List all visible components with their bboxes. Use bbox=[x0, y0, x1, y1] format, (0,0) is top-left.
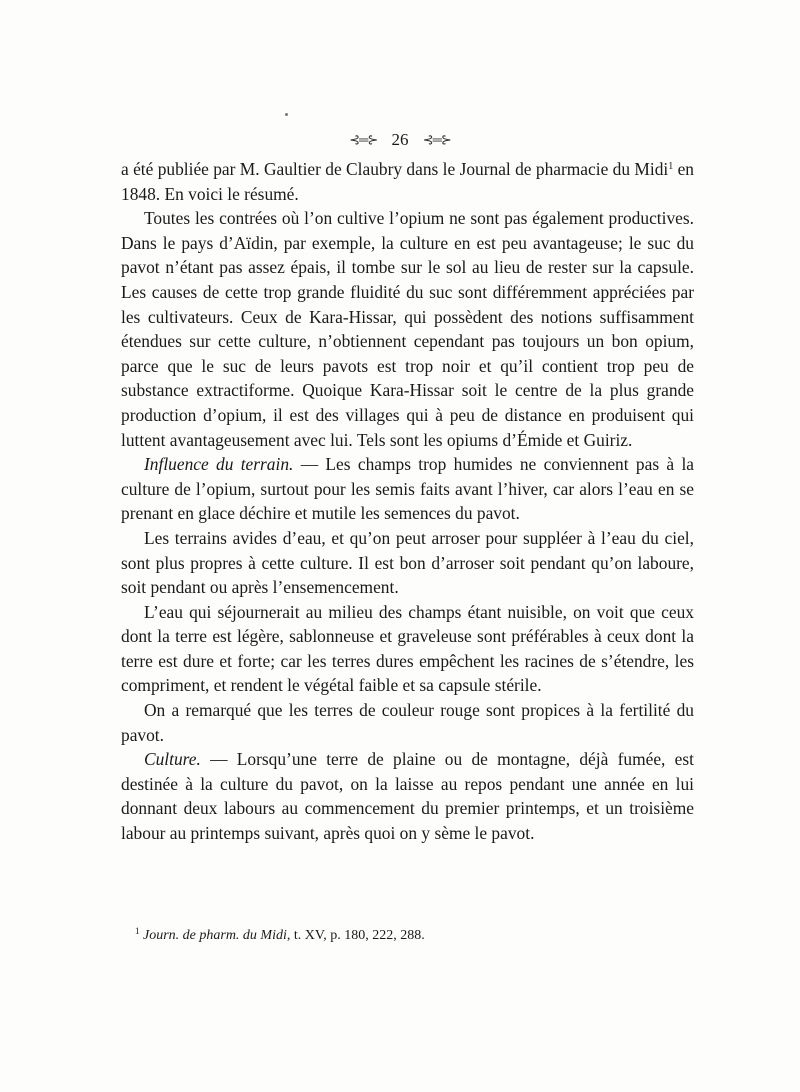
page-body bbox=[121, 157, 694, 846]
paragraph-continuation bbox=[121, 157, 694, 206]
paragraph-red-soil: On a remarqué que les terres de couleur rouge sont propices à la fertilité du pavot. bbox=[121, 700, 694, 745]
paragraph-irrigation: Les terrains avides d’eau, et qu’on peut arroser pour suppléer à l’eau du ciel, sont plus propres à cette culture. Il est bon d’arroser soit pendant qu’on laboure, soit pendant ou après l’ensemencement. bbox=[121, 527, 694, 598]
paragraph-terrain bbox=[121, 452, 694, 526]
footnote-source: Journ. de pharm. du Midi bbox=[143, 928, 287, 943]
footnote-details: , t. XV, p. 180, 222, 288. bbox=[286, 928, 425, 943]
paragraph-text: a été publiée par M. Gaultier de Claubry dans le Journal de pharmacie du Midi bbox=[121, 159, 669, 179]
section-heading-culture: Culture. bbox=[144, 749, 201, 770]
footnote-mark: 1 bbox=[135, 926, 140, 936]
ink-speck bbox=[285, 113, 288, 116]
paragraph-text: — Les champs trop humides ne conviennent pas à la culture de l’opium, surtout pour les semis faits avant l’hiver, car alors l’eau en se prenant en glace déchire et mutile les semences du pavot. bbox=[121, 454, 694, 524]
footnote-reference: 1 bbox=[668, 161, 674, 172]
paragraph-text: — Lorsqu’une terre de plaine ou de montagne, déjà fumée, est destinée à la culture du pavot, on la laisse au repos pendant une année en lui donnant deux labours au commencement du premier printemps, et un troisième labour au printemps suivant, après quoi on y sème le pavot. bbox=[121, 749, 694, 844]
section-heading-terrain: Influence du terrain. bbox=[144, 454, 294, 475]
paragraph-soil-types: L’eau qui séjournerait au milieu des champs étant nuisible, on voit que ceux dont la terre est légère, sablonneuse et graveleuse sont préférables à ceux dont la terre est dure et forte; car les terres dures empêchent les racines de s’étendre, les compriment, et rendent le végétal faible et sa capsule stérile. bbox=[121, 601, 694, 696]
ornament-right-icon: ⊰═⊱ bbox=[422, 132, 451, 148]
footnote bbox=[121, 927, 694, 945]
page-number: 26 bbox=[391, 130, 409, 150]
ornament-left-icon: ⊰═⊱ bbox=[349, 132, 378, 148]
page-header bbox=[0, 128, 800, 151]
paragraph-opium-regions: Toutes les contrées où l’on cultive l’opium ne sont pas également productives. Dans le pays d’Aïdin, par exemple, la culture en est peu avantageuse; le suc du pavot n’étant pas assez épais, il tombe sur le sol au lieu de rester sur la capsule. Les causes de cette trop grande fluidité du suc sont différemment appréciées par les cultivateurs. Ceux de Kara-Hissar, qui possèdent des notions suffisamment étendues sur cette culture, n’obtiennent cependant pas toujours un bon opium, parce que le suc de leurs pavots est trop noir et qu’il contient trop peu de substance extractiforme. Quoique Kara-Hissar soit le centre de la plus grande production d’opium, il est des villages qui à peu de distance en produisent qui luttent avantageusement avec lui. Tels sont les opiums d’Émide et Guiriz. bbox=[121, 208, 694, 450]
paragraph-text: en 1848. En voici le résumé. bbox=[121, 159, 694, 204]
paragraph-culture bbox=[121, 747, 694, 845]
